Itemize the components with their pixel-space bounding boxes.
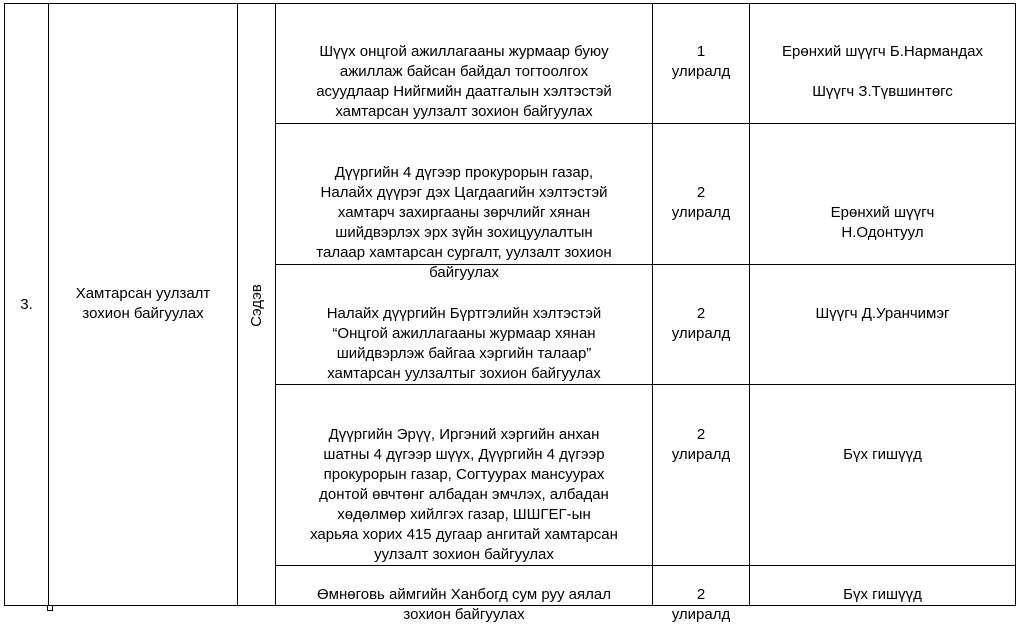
row-number: 3. — [20, 295, 33, 313]
type-cell — [236, 285, 276, 325]
table-row-responsible: Шүүгч Д.Уранчимэг — [815, 305, 950, 322]
table-row-quarter: 2 улиралд — [671, 305, 731, 342]
table-row-description: Налайх дүүргийн Бүртгэлийн хэлтэстэй “Онцгой ажиллагааны журмаар хянан шийдвэрлэж байгаа хэргийн талаар” хамтарсан уулзалтыг зохион байгуулах — [326, 305, 602, 382]
activity-title: Хамтарсан уулзалт зохион байгуулах — [75, 284, 211, 322]
table-resize-handle[interactable] — [47, 605, 53, 611]
table-row-quarter: 1 улиралд — [671, 43, 731, 80]
table-border-right — [1015, 3, 1016, 606]
table-row-responsible: Бүх гишүүд — [843, 446, 922, 463]
table-row-description: Өмнөговь аймгийн Ханбогд сум руу аялал зохион байгуулах — [316, 586, 611, 623]
table-row-description: Дүүргийн 4 дүгээр прокурорын газар, Налайх дүүрэг дэх Цагдаагийн хэлтэстэй хамтарч захиргааны зөрчлийг хянан шийдвэрлэх эрх зүйн зохицуулалтын талаар хамтарсан сургалт, уулзалт зохион байгуулах — [316, 164, 612, 281]
table-row-responsible: Ерөнхий шүүгч Б.Нармандах Шүүгч З.Түвшинтөгс — [782, 43, 983, 100]
row-number-cell — [5, 4, 48, 605]
table-row-quarter: 2 улиралд — [671, 184, 731, 221]
table-row-responsible: Бүх гишүүд — [843, 586, 922, 603]
table-row-quarter: 2 улиралд — [671, 426, 731, 463]
type-label: Сэдэв — [247, 283, 265, 327]
row-divider — [275, 384, 1016, 385]
table-row-quarter: 2 улиралд — [671, 586, 731, 623]
table-row-description: Дүүргийн Эрүү, Иргэний хэргийн анхан шатны 4 дүгээр шүүх, Дүүргийн 4 дүгээр прокурорын газар, Согтуурах мансуурах донтой өвчтөнг албадан эмчлэх, албадан хөдөлмөр хийлгэх газар, ШШГЕГ-ын харьяа хорих 415 дугаар ангитай хамтарсан уулзалт зохион байгуулах — [310, 426, 618, 563]
activity-cell — [49, 4, 237, 605]
table-row-responsible: Ерөнхий шүүгч Н.Одонтуул — [830, 204, 935, 241]
row-divider — [275, 123, 1016, 124]
table-row-description: Шүүх онцгой ажиллагааны журмаар буюу ажиллаж байсан байдал тогтоолгох асуудлаар Нийгмийн даатгалын хэлтэстэй хамтарсан уулзалт зохион байгуулах — [316, 43, 612, 120]
